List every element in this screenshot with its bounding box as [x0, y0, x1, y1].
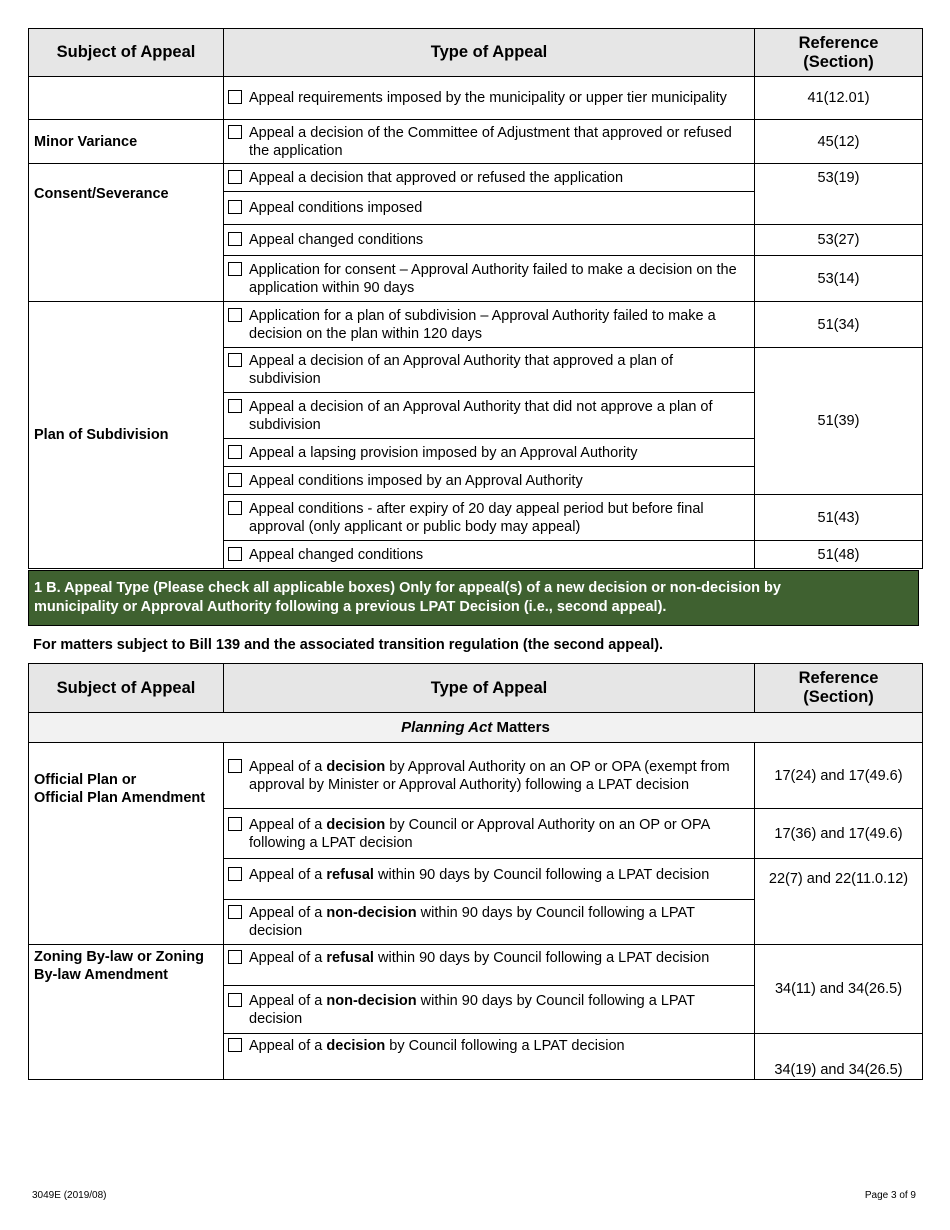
bill-139-note: For matters subject to Bill 139 and the associated transition regulation (the second appeal).	[33, 637, 664, 653]
header-reference: Reference (Section)	[755, 29, 923, 77]
appeal-checkbox[interactable]	[228, 170, 242, 184]
type-cell: Appeal conditions imposed	[224, 192, 755, 225]
type-cell: Appeal of a decision by Council or Approval Authority on an OP or OPA following a LPAT decision	[224, 809, 755, 859]
appeal-checkbox[interactable]	[228, 200, 242, 214]
subject-zoning-by-law: Zoning By-law or Zoning By-law Amendment	[29, 945, 224, 1080]
type-cell: Appeal conditions imposed by an Approval Authority	[224, 467, 755, 495]
reference-cell: 51(48)	[755, 541, 923, 569]
subject-plan-of-subdivision: Plan of Subdivision	[29, 302, 224, 569]
header-subject: Subject of Appeal	[29, 664, 224, 713]
type-cell: Appeal a decision of an Approval Authority that did not approve a plan of subdivision	[224, 393, 755, 439]
reference-cell: 22(7) and 22(11.0.12)	[755, 859, 923, 945]
reference-cell: 45(12)	[755, 120, 923, 164]
reference-cell: 51(39)	[755, 348, 923, 495]
type-cell: Application for consent – Approval Authority failed to make a decision on the application within 90 days	[224, 256, 755, 302]
reference-cell: 17(24) and 17(49.6)	[755, 743, 923, 809]
page-number: Page 3 of 9	[864, 1190, 916, 1201]
subject-blank	[29, 225, 224, 302]
type-cell: Appeal a lapsing provision imposed by an Approval Authority	[224, 439, 755, 467]
appeal-checkbox[interactable]	[228, 353, 242, 367]
type-cell: Appeal of a refusal within 90 days by Council following a LPAT decision	[224, 859, 755, 900]
planning-act-matters-heading: Planning Act Matters	[29, 713, 923, 743]
appeal-table-1	[28, 28, 923, 569]
reference-cell: 53(19)	[755, 164, 923, 225]
reference-cell: 53(27)	[755, 225, 923, 256]
header-type: Type of Appeal	[224, 664, 755, 713]
type-cell: Appeal of a non-decision within 90 days by Council following a LPAT decision	[224, 986, 755, 1034]
subject-minor-variance: Minor Variance	[29, 120, 224, 164]
header-reference: Reference (Section)	[755, 664, 923, 713]
type-cell: Appeal a decision that approved or refused the application	[224, 164, 755, 192]
appeal-table-2	[28, 663, 923, 1080]
appeal-checkbox[interactable]	[228, 1038, 242, 1052]
form-number: 3049E (2019/08)	[32, 1190, 107, 1201]
header-type: Type of Appeal	[224, 29, 755, 77]
appeal-checkbox[interactable]	[228, 90, 242, 104]
appeal-checkbox[interactable]	[228, 399, 242, 413]
type-cell: Appeal a decision of an Approval Authority that approved a plan of subdivision	[224, 348, 755, 393]
reference-cell: 17(36) and 17(49.6)	[755, 809, 923, 859]
subject-cell	[29, 77, 224, 120]
type-cell: Appeal of a decision by Council following a LPAT decision	[224, 1034, 755, 1080]
appeal-checkbox[interactable]	[228, 501, 242, 515]
type-cell: Appeal changed conditions	[224, 541, 755, 569]
header-subject: Subject of Appeal	[29, 29, 224, 77]
appeal-checkbox[interactable]	[228, 817, 242, 831]
type-cell: Appeal of a non-decision within 90 days by Council following a LPAT decision	[224, 900, 755, 945]
appeal-checkbox[interactable]	[228, 473, 242, 487]
appeal-checkbox[interactable]	[228, 125, 242, 139]
appeal-checkbox[interactable]	[228, 993, 242, 1007]
appeal-checkbox[interactable]	[228, 759, 242, 773]
reference-cell: 51(34)	[755, 302, 923, 348]
appeal-checkbox[interactable]	[228, 262, 242, 276]
appeal-checkbox[interactable]	[228, 445, 242, 459]
appeal-checkbox[interactable]	[228, 308, 242, 322]
appeal-checkbox[interactable]	[228, 905, 242, 919]
subject-consent-severance: Consent/Severance	[29, 164, 224, 225]
section-1b-heading: 1 B. Appeal Type (Please check all applicable boxes) Only for appeal(s) of a new decision or non-decision by municipality or Approval Authority following a previous LPAT Decision (i.e., second appeal).	[28, 570, 919, 626]
reference-cell: 34(11) and 34(26.5)	[755, 945, 923, 1034]
appeal-checkbox[interactable]	[228, 867, 242, 881]
type-cell: Appeal requirements imposed by the municipality or upper tier municipality	[224, 77, 755, 120]
reference-cell: 51(43)	[755, 495, 923, 541]
type-cell: Appeal of a decision by Approval Authority on an OP or OPA (exempt from approval by Minister or Approval Authority) following a LPAT decision	[224, 743, 755, 809]
type-cell: Appeal conditions - after expiry of 20 day appeal period but before final approval (only applicant or public body may appeal)	[224, 495, 755, 541]
appeal-checkbox[interactable]	[228, 547, 242, 561]
type-cell: Appeal a decision of the Committee of Adjustment that approved or refused the application	[224, 120, 755, 164]
reference-cell: 41(12.01)	[755, 77, 923, 120]
reference-cell: 53(14)	[755, 256, 923, 302]
type-cell: Appeal of a refusal within 90 days by Council following a LPAT decision	[224, 945, 755, 986]
appeal-checkbox[interactable]	[228, 232, 242, 246]
appeal-checkbox[interactable]	[228, 950, 242, 964]
type-cell: Application for a plan of subdivision – Approval Authority failed to make a decision on the plan within 120 days	[224, 302, 755, 348]
subject-official-plan: Official Plan or Official Plan Amendment	[29, 743, 224, 945]
type-cell: Appeal changed conditions	[224, 225, 755, 256]
reference-cell: 34(19) and 34(26.5)	[755, 1034, 923, 1080]
